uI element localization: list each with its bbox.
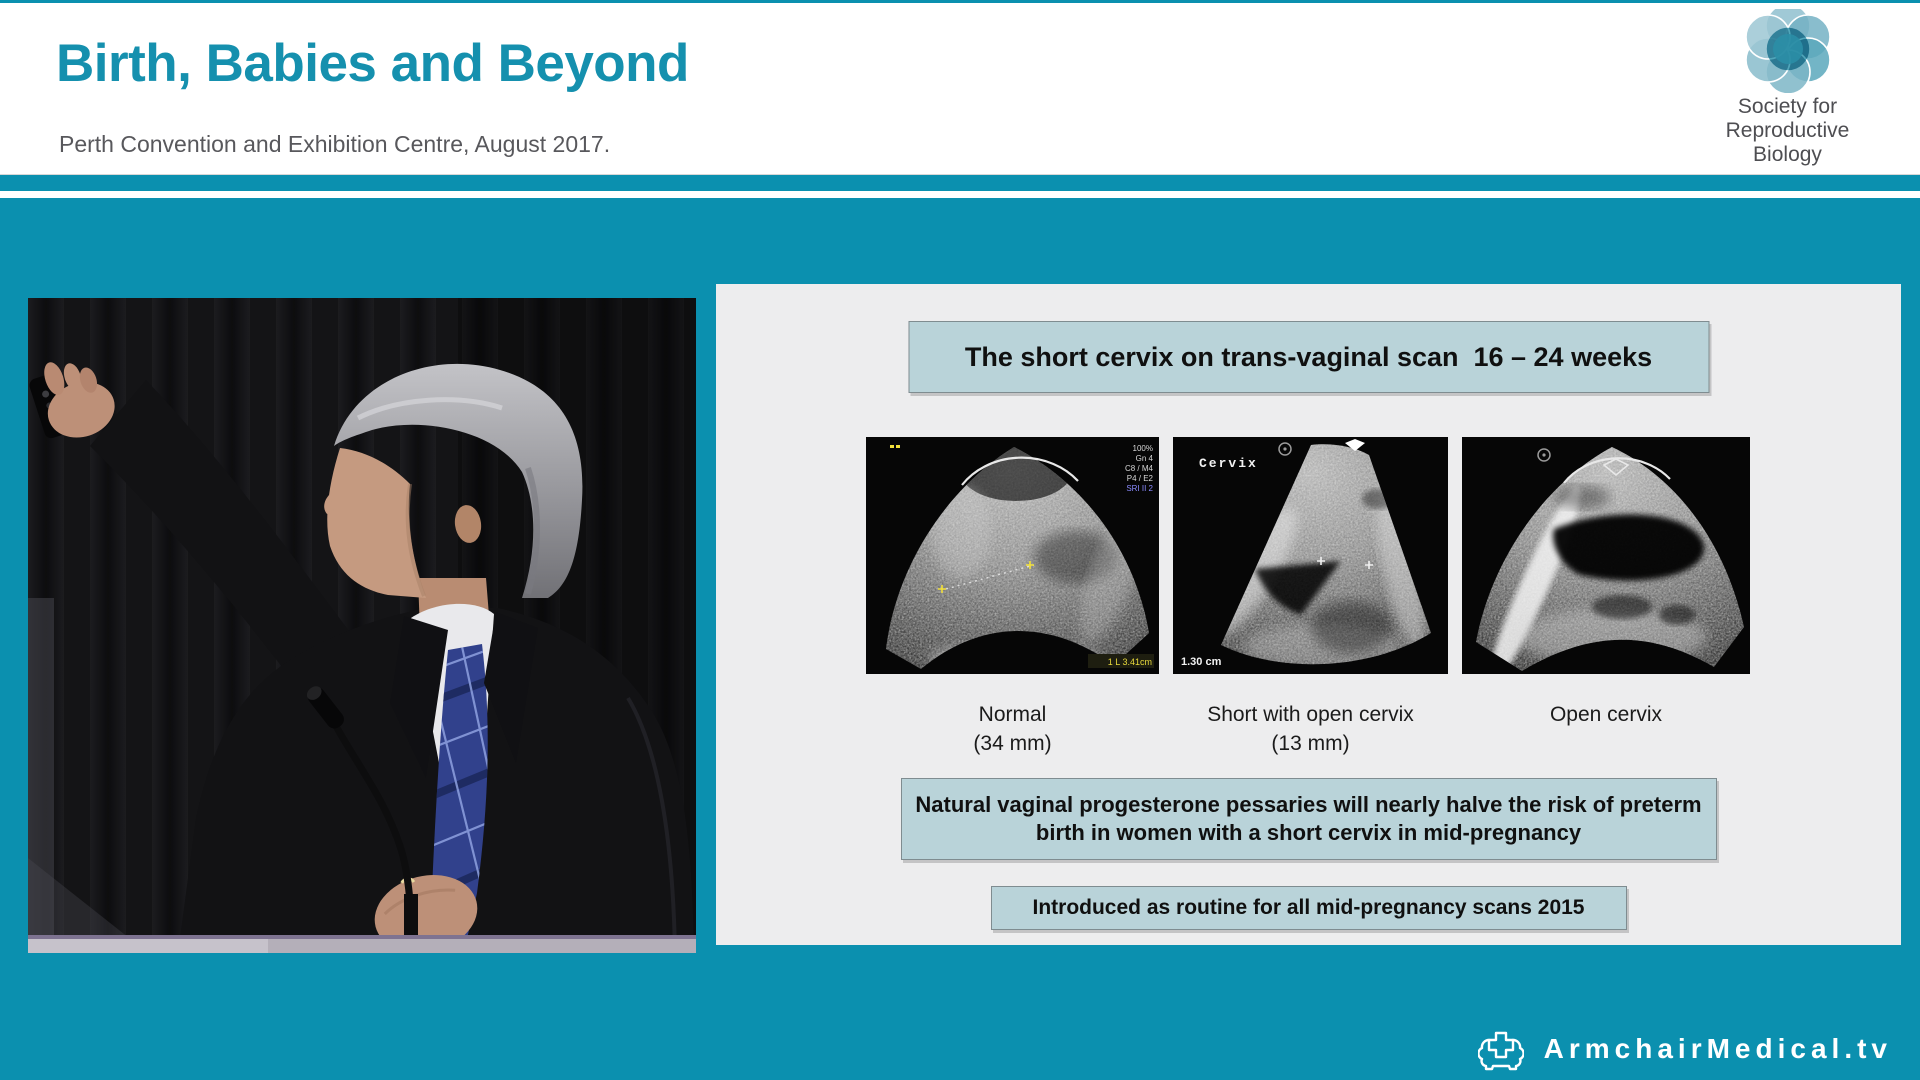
page-title: Birth, Babies and Beyond (56, 34, 689, 93)
scan-normal (866, 437, 1159, 758)
content-area (0, 198, 1920, 1080)
society-logo (1700, 9, 1875, 167)
slide-note-routine: Introduced as routine for all mid-pregnancy scans 2015 (991, 886, 1627, 930)
scan-measurement: 1 L 3.41cm (1107, 657, 1152, 667)
scan-caption: Short with open cervix (13 mm) (1207, 703, 1414, 755)
scan-label: Cervix (1199, 456, 1258, 471)
scan-short-open (1173, 437, 1448, 758)
svg-text:P4 / E2: P4 / E2 (1126, 474, 1153, 483)
svg-text:Gn 4: Gn 4 (1135, 454, 1153, 463)
svg-text:SRI II 2: SRI II 2 (1126, 484, 1153, 493)
brand-name: ArmchairMedical.tv (1543, 1033, 1892, 1064)
header-divider-gap (0, 191, 1920, 198)
slide-note-progesterone: Natural vaginal progesterone pessaries will nearly halve the risk of preterm birth in women with a short cervix in mid-pregnancy (901, 778, 1717, 860)
presentation-slide (716, 284, 1901, 945)
slide-title: The short cervix on trans-vaginal scan 16 – 24 weeks (908, 321, 1709, 393)
armchair-medical-icon (1478, 1026, 1524, 1072)
scan-measurement: 1.30 cm (1181, 656, 1222, 668)
ultrasound-image-normal (866, 437, 1159, 674)
ultrasound-image-open (1462, 437, 1750, 674)
svg-text:100%: 100% (1132, 444, 1153, 453)
society-logo-text: Society for Reproductive Biology (1725, 95, 1850, 166)
svg-text:C8 / M4: C8 / M4 (1124, 464, 1153, 473)
speaker-illustration (28, 298, 696, 953)
header-divider-band (0, 174, 1920, 191)
society-rosette-icon (1742, 9, 1834, 93)
brand-bar (1478, 1026, 1892, 1072)
scan-caption: Open cervix (1549, 703, 1663, 726)
header (0, 3, 1920, 174)
scan-open (1462, 437, 1750, 758)
ultrasound-row (866, 437, 1750, 758)
speaker-video (28, 298, 696, 953)
scan-caption: Normal (34 mm) (973, 703, 1052, 755)
page-subtitle: Perth Convention and Exhibition Centre, August 2017. (59, 131, 611, 157)
ultrasound-image-short (1173, 437, 1448, 674)
